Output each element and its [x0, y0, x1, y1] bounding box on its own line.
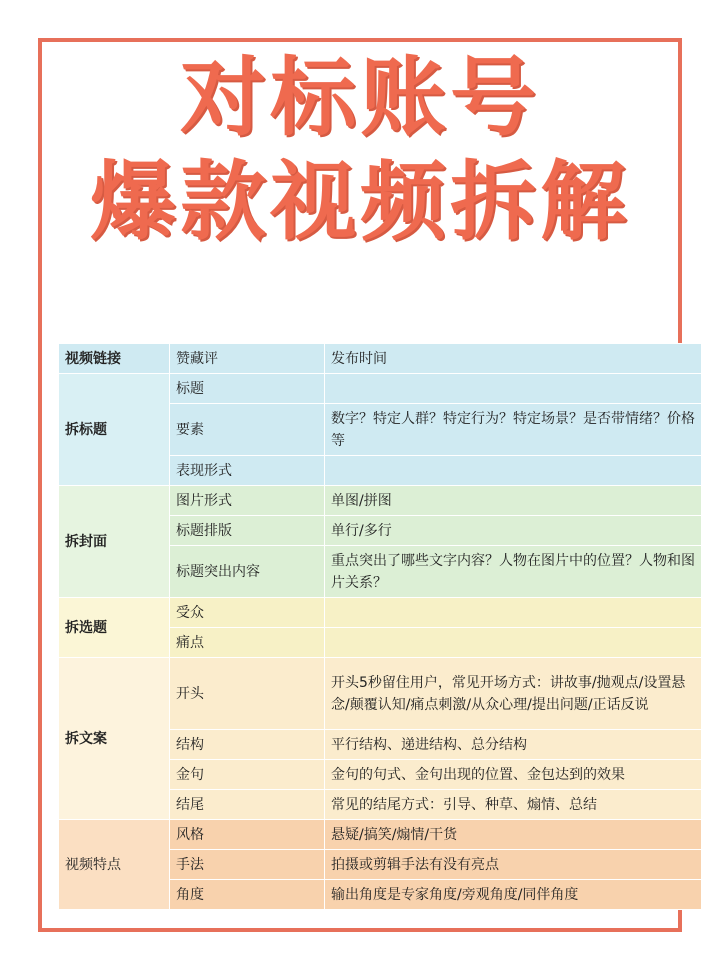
table-row — [59, 820, 702, 850]
row-detail: 重点突出了哪些文字内容？人物在图片中的位置？人物和图片关系？ — [325, 546, 702, 598]
row-item: 角度 — [170, 880, 325, 910]
header-publish-time: 发布时间 — [325, 344, 702, 374]
row-item: 结尾 — [170, 790, 325, 820]
row-detail — [325, 598, 702, 628]
group-label-cover: 拆封面 — [59, 486, 170, 598]
header-video-link: 视频链接 — [59, 344, 170, 374]
group-label-title: 拆标题 — [59, 374, 170, 486]
table-row — [59, 486, 702, 516]
row-item: 标题排版 — [170, 516, 325, 546]
table-row — [59, 374, 702, 404]
group-label-topic: 拆选题 — [59, 598, 170, 658]
row-item: 标题突出内容 — [170, 546, 325, 598]
row-detail: 悬疑/搞笑/煽情/干货 — [325, 820, 702, 850]
title-line-2: 爆款视频拆解 — [90, 152, 630, 252]
row-item: 痛点 — [170, 628, 325, 658]
header-likes: 赞藏评 — [170, 344, 325, 374]
row-item: 结构 — [170, 730, 325, 760]
row-detail: 单图/拼图 — [325, 486, 702, 516]
row-detail: 平行结构、递进结构、总分结构 — [325, 730, 702, 760]
row-detail — [325, 374, 702, 404]
table-header-row — [59, 344, 702, 374]
row-item: 金句 — [170, 760, 325, 790]
row-detail — [325, 456, 702, 486]
row-item: 开头 — [170, 658, 325, 730]
row-item: 风格 — [170, 820, 325, 850]
row-item: 要素 — [170, 404, 325, 456]
row-detail: 拍摄或剪辑手法有没有亮点 — [325, 850, 702, 880]
group-label-copy: 拆文案 — [59, 658, 170, 820]
group-label-video-features: 视频特点 — [59, 820, 170, 910]
row-detail: 金句的句式、金句出现的位置、金包达到的效果 — [325, 760, 702, 790]
row-detail: 常见的结尾方式：引导、种草、煽情、总结 — [325, 790, 702, 820]
breakdown-table — [58, 343, 702, 910]
row-item: 表现形式 — [170, 456, 325, 486]
row-detail — [325, 628, 702, 658]
row-detail: 开头5秒留住用户，常见开场方式：讲故事/抛观点/设置悬念/颠覆认知/痛点刺激/从众心理/提出问题/正话反说 — [325, 658, 702, 730]
title-line-1: 对标账号 — [180, 48, 540, 148]
row-detail: 数字？特定人群？特定行为？特定场景？是否带情绪？价格等 — [325, 404, 702, 456]
row-item: 手法 — [170, 850, 325, 880]
row-item: 标题 — [170, 374, 325, 404]
row-detail: 输出角度是专家角度/旁观角度/同伴角度 — [325, 880, 702, 910]
table-row — [59, 658, 702, 730]
row-detail: 单行/多行 — [325, 516, 702, 546]
row-item: 受众 — [170, 598, 325, 628]
row-item: 图片形式 — [170, 486, 325, 516]
table-row — [59, 598, 702, 628]
